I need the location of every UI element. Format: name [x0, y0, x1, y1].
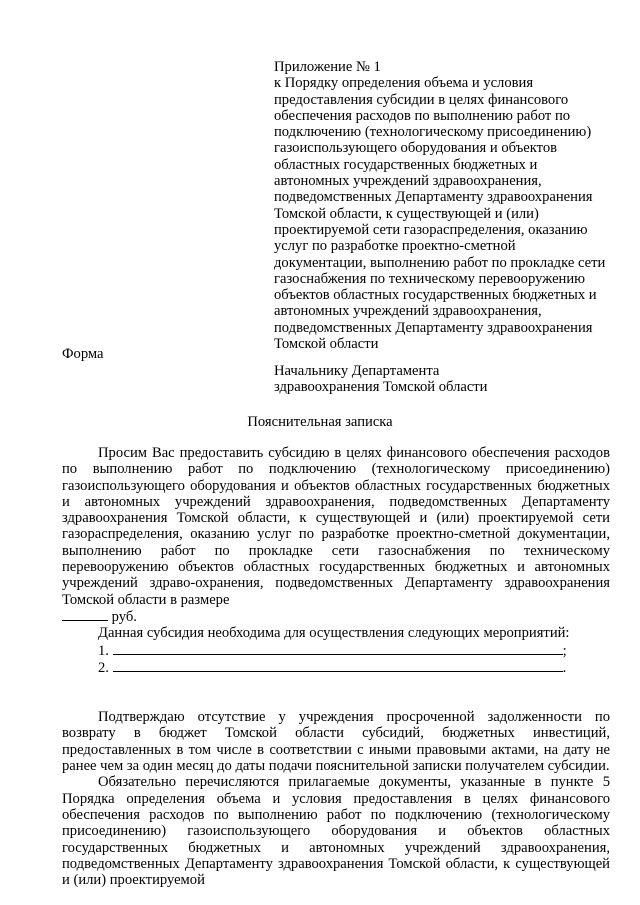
- appendix-line: к Порядку определения объема и условия: [274, 75, 534, 92]
- appendix-line: услуг по разработке проектно-сметной: [274, 238, 516, 255]
- list-item-1-blank[interactable]: [113, 642, 563, 655]
- document-body: [62, 445, 610, 888]
- appendix-line: Томской области, к существующей и (или): [274, 205, 539, 222]
- form-label: Форма: [62, 346, 104, 362]
- spacer: [62, 676, 610, 709]
- appendix-line: автономных учреждений здравоохранения,: [274, 303, 542, 320]
- paragraph-request-text: Просим Вас предоставить субсидию в целях финансового обеспечения расходов по выполнению работ по подключению (технологическому присоединению) газоиспользующего оборудования и объектов областных государственных бюджетных и автономных учреждений здравоохранения, подведомственных Департаменту здравоохранения Томской области, к существующей и (или) проектируемой сети газораспределения, оказанию услуг по разработке проектно-сметной документации, выполнению работ по прокладке сети газоснабжения по техническому перевооружению объектов областных государственных бюджетных и автономных учреждений здраво-охранения, подведомственных Департаменту здравоохранения Томской области в размере: [62, 445, 610, 608]
- appendix-line: газоиспользующего оборудования и объектов: [274, 140, 558, 157]
- addressee-line-2: здравоохранения Томской области: [274, 379, 488, 396]
- paragraph-purpose: [62, 625, 610, 641]
- paragraph-documents-text: Обязательно перечисляются прилагаемые документы, указанные в пункте 5 Порядка определения объема и условия предоставления в целях финансового обеспечения расходов по выполнению работ по подключению (технологическому присоединению) газоиспользующего оборудования и объектов областных государственных бюджетных и автономных учреждений здравоохранения, подведомственных Департаменту здравоохранения Томской области, к существующей и (или) проектируемой: [62, 774, 610, 889]
- list-item-1: [62, 642, 610, 659]
- appendix-line: обеспечения расходов по выполнению работ по: [274, 107, 571, 124]
- amount-line: [62, 608, 610, 625]
- appendix-line: предоставления субсидии в целях финансового: [274, 91, 569, 108]
- amount-blank-field[interactable]: [62, 608, 108, 621]
- appendix-line: газоснабжения по техническому перевооружению: [274, 270, 586, 287]
- addressee-block: [274, 363, 488, 396]
- list-item-2-number: 2.: [98, 659, 109, 676]
- appendix-line: проектируемой сети газораспределения, оказанию: [274, 221, 588, 238]
- appendix-line: Приложение № 1: [274, 59, 381, 75]
- paragraph-confirmation: [62, 709, 610, 774]
- appendix-line: автономных учреждений здравоохранения,: [274, 173, 542, 190]
- list-item-2: [62, 659, 610, 676]
- appendix-line: подведомственных Департаменту здравоохранения: [274, 189, 593, 206]
- paragraph-request: [62, 445, 610, 608]
- addressee-line-1: Начальнику Департамента: [274, 363, 440, 379]
- appendix-block: [274, 59, 614, 352]
- document-title: Пояснительная записка: [247, 414, 393, 430]
- paragraph-purpose-text: Данная субсидия необходима для осуществления следующих мероприятий:: [98, 625, 570, 642]
- appendix-line: документации, выполнению работ по прокладке сети: [274, 254, 606, 271]
- appendix-line: Томской области: [274, 336, 379, 353]
- list-item-2-end: .: [562, 659, 567, 676]
- appendix-line: объектов областных государственных бюджетных и: [274, 287, 597, 304]
- list-item-1-end: ;: [562, 642, 567, 659]
- list-item-2-blank[interactable]: [113, 659, 563, 672]
- currency-label: руб.: [111, 608, 137, 625]
- paragraph-confirmation-text: Подтверждаю отсутствие у учреждения просроченной задолженности по возврату в бюджет Томской области субсидий, бюджетных инвестиций, предоставленных в том числе в соответствии с иными правовыми актами, на дату не ранее чем за один месяц до даты подачи пояснительной записки получателем субсидии.: [62, 709, 610, 775]
- appendix-line: подведомственных Департаменту здравоохранения: [274, 319, 593, 336]
- appendix-line: подключению (технологическому присоединению): [274, 124, 592, 141]
- paragraph-documents: [62, 774, 610, 888]
- list-item-1-number: 1.: [98, 642, 109, 659]
- appendix-line: областных государственных бюджетных и: [274, 156, 538, 173]
